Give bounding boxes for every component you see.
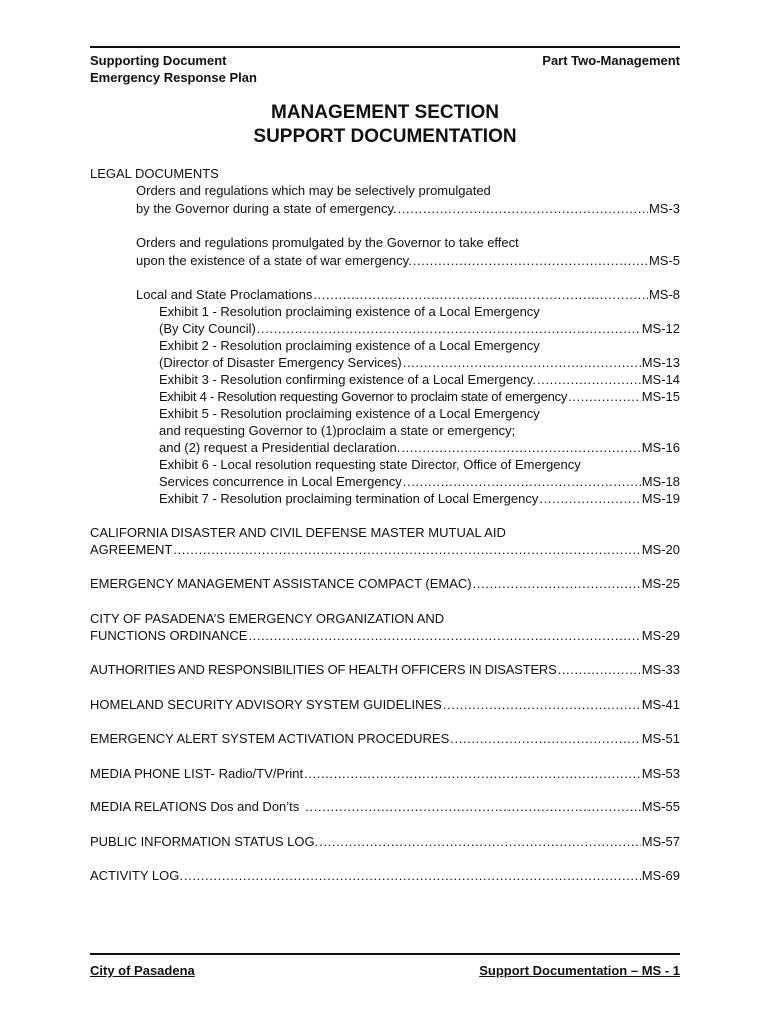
dot-leader (413, 252, 648, 269)
page-subtitle: SUPPORT DOCUMENTATION (253, 126, 517, 147)
dot-leader (539, 490, 640, 507)
toc-entry-title: HOMELAND SECURITY ADVISORY SYSTEM GUIDELINES (90, 697, 442, 712)
toc-page-number: MS-25 (641, 576, 680, 591)
page-title: MANAGEMENT SECTION (271, 102, 499, 123)
toc-entry-title: (Director of Disaster Emergency Services) (159, 355, 402, 370)
toc-entry-health-officers[interactable] (90, 661, 680, 678)
footer-rule (90, 953, 680, 955)
toc-page-number: MS-41 (641, 697, 680, 712)
toc-ordinance-line1: CITY OF PASADENA’S EMERGENCY ORGANIZATION AND (90, 611, 445, 626)
dot-leader (537, 371, 641, 388)
toc-exhibit6-line1: Exhibit 6 - Local resolution requesting state Director, Office of Emergency (159, 457, 581, 472)
dot-leader (173, 541, 640, 558)
toc-entry-title: upon the existence of a state of war emergency. (136, 253, 412, 268)
dot-leader (568, 388, 641, 405)
dot-leader (304, 765, 641, 782)
toc-entry-title: PUBLIC INFORMATION STATUS LOG. (90, 834, 319, 849)
toc-entry-proclamations[interactable] (136, 286, 680, 303)
toc-exhibit5-line2: and requesting Governor to (1)proclaim a state or emergency; (159, 423, 516, 438)
toc-entry-title: EMERGENCY ALERT SYSTEM ACTIVATION PROCEDURES (90, 731, 450, 746)
toc-page-number: MS-14 (641, 372, 680, 387)
toc-exhibit1-line1: Exhibit 1 - Resolution proclaiming existence of a Local Emergency (159, 304, 540, 319)
dot-leader (319, 833, 640, 850)
toc-page-number: MS-13 (641, 355, 680, 370)
dot-leader (401, 439, 640, 456)
legal-documents-heading: LEGAL DOCUMENTS (90, 166, 219, 181)
toc-exhibit5-line1: Exhibit 5 - Resolution proclaiming existence of a Local Emergency (159, 406, 540, 421)
toc-entry-title: Services concurrence in Local Emergency (159, 474, 402, 489)
toc-entry-exhibit6[interactable] (159, 473, 680, 490)
toc-mutual-aid-line1: CALIFORNIA DISASTER AND CIVIL DEFENSE MASTER MUTUAL AID (90, 525, 506, 540)
header-rule (90, 46, 680, 48)
dot-leader (450, 730, 640, 747)
toc-entry-title: MEDIA RELATIONS Dos and Don’ts (90, 799, 300, 814)
toc-page-number: MS-57 (641, 834, 680, 849)
toc-entry-mutual-aid[interactable] (90, 541, 680, 558)
toc-entry-activity-log[interactable] (90, 867, 680, 884)
toc-entry-public-info-log[interactable] (90, 833, 680, 850)
dot-leader (473, 575, 641, 592)
toc-entry-title: (By City Council) (159, 321, 256, 336)
toc-entry-title: ACTIVITY LOG. (90, 868, 183, 883)
footer-page-label: Support Documentation – MS - 1 (479, 963, 680, 978)
toc-entry-exhibit2[interactable] (159, 354, 680, 371)
toc-orders-line1: Orders and regulations which may be selectively promulgated (136, 183, 491, 198)
toc-page-number: MS-8 (648, 287, 680, 302)
header-part: Part Two-Management (542, 53, 680, 68)
toc-page-number: MS-3 (648, 201, 680, 216)
toc-entry-war[interactable] (136, 252, 680, 269)
toc-page-number: MS-53 (641, 766, 680, 781)
header-plan-name: Emergency Response Plan (90, 70, 257, 85)
dot-leader (443, 696, 641, 713)
toc-page-number: MS-19 (641, 491, 680, 506)
footer-city: City of Pasadena (90, 963, 195, 978)
toc-entry-title: by the Governor during a state of emergency. (136, 201, 397, 216)
toc-entry-title: EMERGENCY MANAGEMENT ASSISTANCE COMPACT (EMAC) (90, 576, 472, 591)
toc-exhibit2-line1: Exhibit 2 - Resolution proclaiming existence of a Local Emergency (159, 338, 540, 353)
toc-page-number: MS-18 (641, 474, 680, 489)
toc-entry-title: Exhibit 3 - Resolution confirming existence of a Local Emergency. (159, 372, 536, 387)
toc-page-number: MS-12 (641, 321, 680, 336)
toc-page-number: MS-20 (641, 542, 680, 557)
dot-leader (305, 798, 640, 815)
dot-leader (398, 200, 648, 217)
dot-leader (257, 320, 641, 337)
toc-entry-ordinance[interactable] (90, 627, 680, 644)
dot-leader (403, 473, 641, 490)
toc-page-number: MS-29 (641, 628, 680, 643)
toc-entry-title: FUNCTIONS ORDINANCE (90, 628, 248, 643)
toc-page-number: MS-15 (641, 389, 680, 404)
toc-entry-title: Exhibit 4 - Resolution requesting Governor to proclaim state of emergency (159, 389, 568, 404)
toc-entry-title: and (2) request a Presidential declaration. (159, 440, 401, 455)
toc-page-number: MS-16 (641, 440, 680, 455)
toc-entry-exhibit3[interactable] (159, 371, 680, 388)
dot-leader (248, 627, 640, 644)
toc-page-number: MS-5 (648, 253, 680, 268)
header-doc-type: Supporting Document (90, 53, 227, 68)
toc-entry-orders[interactable] (136, 200, 680, 217)
toc-entry-title: MEDIA PHONE LIST- Radio/TV/Print (90, 766, 304, 781)
dot-leader (313, 286, 648, 303)
toc-entry-exhibit5[interactable] (159, 439, 680, 456)
toc-entry-title: AUTHORITIES AND RESPONSIBILITIES OF HEALTH OFFICERS IN DISASTERS (90, 662, 557, 677)
dot-leader (558, 661, 641, 678)
toc-entry-title: Exhibit 7 - Resolution proclaiming termination of Local Emergency (159, 491, 539, 506)
toc-page-number: MS-55 (641, 799, 680, 814)
dot-leader (184, 867, 641, 884)
toc-entry-exhibit7[interactable] (159, 490, 680, 507)
toc-war-line1: Orders and regulations promulgated by the Governor to take effect (136, 235, 519, 250)
toc-entry-media-phone-list[interactable] (90, 765, 680, 782)
toc-entry-exhibit4[interactable] (159, 388, 680, 405)
toc-entry-title: AGREEMENT (90, 542, 173, 557)
toc-entry-exhibit1[interactable] (159, 320, 680, 337)
toc-entry-homeland-security[interactable] (90, 696, 680, 713)
toc-page-number: MS-33 (641, 662, 680, 677)
toc-entry-media-relations[interactable] (90, 798, 680, 815)
toc-page-number: MS-51 (641, 731, 680, 746)
toc-entry-emergency-alert[interactable] (90, 730, 680, 747)
toc-page-number: MS-69 (641, 868, 680, 883)
toc-entry-emac[interactable] (90, 575, 680, 592)
toc-entry-title: Local and State Proclamations (136, 287, 313, 302)
dot-leader (403, 354, 641, 371)
